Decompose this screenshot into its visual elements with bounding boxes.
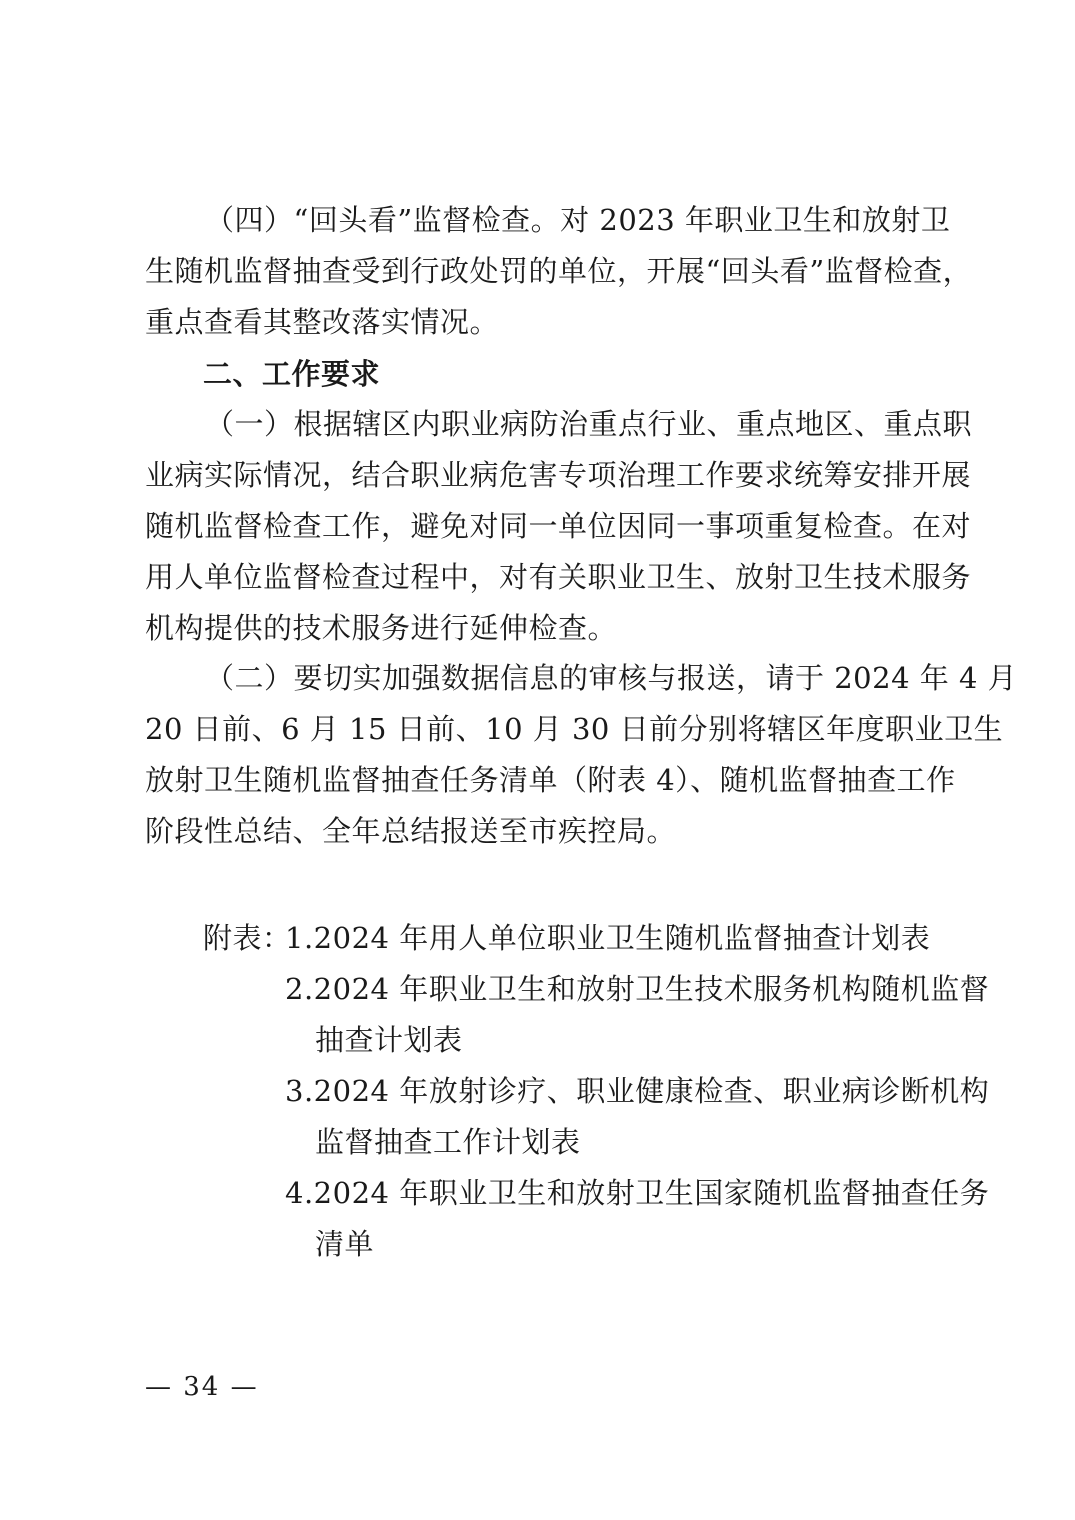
req1-line-2: 业病实际情况，结合职业病危害专项治理工作要求统筹安排开展 — [145, 458, 972, 492]
attachment-item-4-line-2: 清单 — [315, 1227, 375, 1261]
req2-line-4: 阶段性总结、全年总结报送至市疾控局。 — [145, 814, 677, 848]
req1-line-1: （一）根据辖区内职业病防治重点行业、重点地区、重点职 — [205, 407, 973, 441]
attachment-item-3-line-2: 监督抽查工作计划表 — [315, 1125, 581, 1159]
section4-line-3: 重点查看其整改落实情况。 — [145, 305, 500, 339]
attachment-item-2-line-1: 2.2024 年职业卫生和放射卫生技术服务机构随机监督 — [285, 972, 990, 1006]
req1-line-4: 用人单位监督检查过程中，对有关职业卫生、放射卫生技术服务 — [145, 560, 972, 594]
req1-line-5: 机构提供的技术服务进行延伸检查。 — [145, 611, 618, 645]
section-heading-requirements: 二、工作要求 — [203, 357, 381, 391]
page-number: — 34 — — [145, 1372, 259, 1402]
attachments-label: 附表： — [203, 921, 292, 955]
section4-line-2: 生随机监督抽查受到行政处罚的单位，开展“回头看”监督检查， — [145, 254, 973, 288]
req2-line-1: （二）要切实加强数据信息的审核与报送，请于 2024 年 4 月 — [205, 661, 1018, 695]
attachment-item-2-line-2: 抽查计划表 — [315, 1023, 463, 1057]
req1-line-3: 随机监督检查工作，避免对同一单位因同一事项重复检查。在对 — [145, 509, 972, 543]
attachment-item-1-line-1: 1.2024 年用人单位职业卫生随机监督抽查计划表 — [285, 921, 931, 955]
attachment-item-4-line-1: 4.2024 年职业卫生和放射卫生国家随机监督抽查任务 — [285, 1176, 990, 1210]
req2-line-3: 放射卫生随机监督抽查任务清单（附表 4）、随机监督抽查工作 — [145, 763, 956, 797]
attachment-item-3-line-1: 3.2024 年放射诊疗、职业健康检查、职业病诊断机构 — [285, 1074, 990, 1108]
section4-line-1: （四）“回头看”监督检查。对 2023 年职业卫生和放射卫 — [205, 203, 951, 237]
req2-line-2: 20 日前、6 月 15 日前、10 月 30 日前分别将辖区年度职业卫生 — [145, 712, 1004, 746]
